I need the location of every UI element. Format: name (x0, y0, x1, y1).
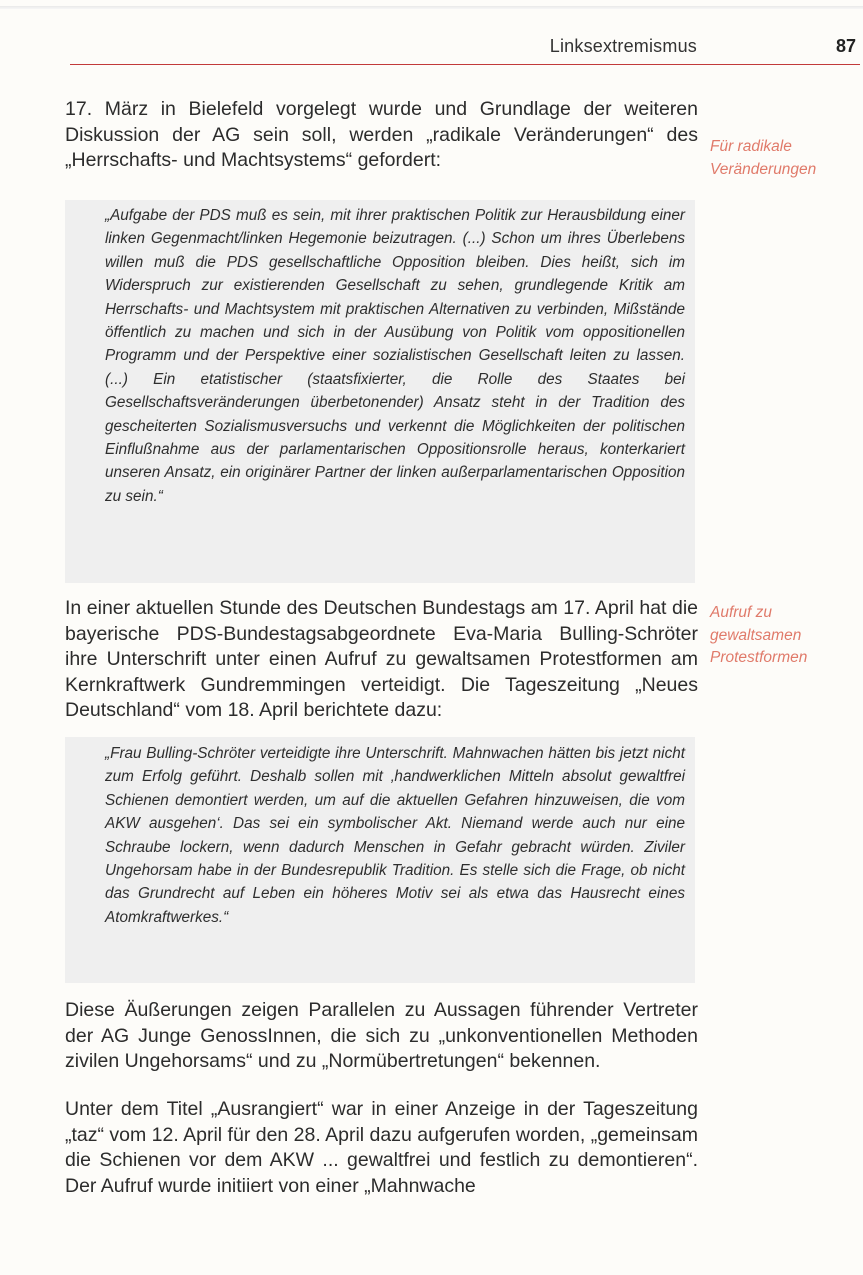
running-head: Linksextremismus (549, 36, 697, 56)
margin-note-radikale-veraenderungen: Für radikale Veränderungen (710, 138, 817, 178)
page-header (70, 36, 860, 65)
page-number: 87 (835, 36, 856, 56)
margin-note-aufruf-protestformen: Aufruf zu gewaltsamen Protestformen (710, 604, 808, 666)
body-paragraph-1: 17. März in Bielefeld vorgelegt wurde und Grundlage der weiteren Diskussion der AG sein soll, werden „radikale Veränderungen“ des „Herrschafts- und Machtsystems“ gefordert: (65, 98, 698, 171)
quote-block-2 (65, 737, 695, 983)
body-paragraph-2: In einer aktuellen Stunde des Deutschen Bundestags am 17. April hat die bayerische PDS-Bundestagsabgeordnete Eva-Maria Bulling-Schröter ihre Unterschrift unter einen Aufruf zu gewaltsamen Protestformen am Kernkraftwerk Gundremmingen verteidigt. Die Tageszeitung „Neues Deutschland“ vom 18. April berichtete dazu: (65, 597, 698, 721)
quote-block-1 (65, 200, 695, 583)
quote-text-2: „Frau Bulling-Schröter verteidigte ihre Unterschrift. Mahnwachen hätten bis jetzt nicht zum Erfolg geführt. Deshalb sollen mit ‚handwerklichen Mitteln absolut gewaltfrei Schienen demontiert werden, um auf die aktuellen Gefahren hinzuweisen, die vom AKW ausgehen‘. Das sei ein symbolischer Akt. Niemand werde auch nur eine Schraube lockern, wenn dadurch Menschen in Gefahr gebracht würden. Ziviler Ungehorsam habe in der Bundesrepublik Tradition. Es stelle sich die Frage, ob nicht das Grundrecht auf Leben ein höheres Motiv sei als etwa das Hausrecht eines Atomkraftwerkes.“ (105, 745, 685, 926)
body-paragraph-3: Diese Äußerungen zeigen Parallelen zu Aussagen führender Vertreter der AG Junge GenossInnen, die sich zu „unkonventionellen Methoden zivilen Ungehorsams“ und zu „Normübertretungen“ bekennen. (65, 999, 698, 1072)
quote-text-1: „Aufgabe der PDS muß es sein, mit ihrer praktischen Politik zur Herausbildung einer linken Gegenmacht/linken Hegemonie beizutragen. (...) Schon um ihres Überlebens willen muß die PDS gesellschaftliche Opposition bleiben. Dies heißt, sich im Widerspruch zur existierenden Gesellschaft zu sehen, grundlegende Kritik am Herrschafts- und Machtsystem mit praktischen Alternativen zu verbinden, Mißstände öffentlich zu machen und sich in der Ausübung von Politik vom oppositionellen Programm und der Perspektive einer sozialistischen Gesellschaft leiten zu lassen. (...) Ein etatistischer (staatsfixierter, die Rolle des Staates bei Gesellschaftsveränderungen überbetonender) Ansatz steht in der Tradition des gescheiterten Sozialismusversuchs und verkennt die Möglichkeiten der politischen Einflußnahme aus der parlamentarischen Oppositionsrolle heraus, konterkariert unseren Ansatz, ein originärer Partner der linken außerparlamentarischen Opposition zu sein.“ (105, 207, 685, 505)
top-edge-line (0, 6, 863, 9)
body-paragraph-4: Unter dem Titel „Ausrangiert“ war in einer Anzeige in der Tageszeitung „taz“ vom 12. April für den 28. April dazu aufgerufen worden, „gemeinsam die Schienen vor dem AKW ... gewaltfrei und festlich zu demontieren“. Der Aufruf wurde initiiert von einer „Mahnwache (65, 1098, 698, 1197)
